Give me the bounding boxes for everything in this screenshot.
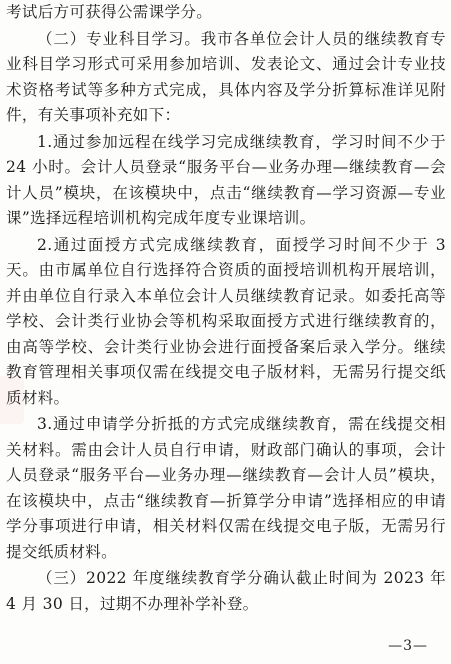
document-body (6, 0, 446, 617)
paragraph-continuation: 考试后方可获得公需课学分。 (6, 3, 213, 21)
paragraph-item-three: 3.通过申请学分折抵的方式完成继续教育，需在线提交相关材料。需由会计人员自行申请，财政部门确认的事项，会计人员登录“服务平台—业务办理—继续教育—会计人员”模块，在该模块中，点击“继续教育—折算学分申请”选择相应的申请学分事项进行申请，相关材料仅需在线提交电子版，无需另行提交纸质材料。 (6, 415, 446, 561)
paragraph-section-two: （二）专业科目学习。我市各单位会计人员的继续教育专业科目学习形式可采用参加培训、发表论文、通过会计专业技术资格考试等多种方式完成，具体内容及学分折算标准详见附件，有关事项补充如下： (6, 29, 446, 124)
paragraph-item-one: 1.通过参加远程在线学习完成继续教育，学习时间不少于 24 小时。会计人员登录“服务平台—业务办理—继续教育—会计人员”模块，在该模块中，点击“继续教育—学习资源—专业课”选择远程培训机构完成年度专业课培训。 (6, 132, 446, 227)
paragraph-item-two: 2.通过面授方式完成继续教育，面授学习时间不少于 3 天。由市属单位自行选择符合资质的面授培训机构开展培训，并由单位自行录入本单位会计人员继续教育记录。如委托高等学校、会计类行业协会等机构采取面授方式进行继续教育的，由高等学校、会计类行业协会进行面授备案后录入学分。继续教育管理相关事项仅需在线提交电子版材料，无需另行提交纸质材料。 (6, 235, 446, 407)
page-number: —3— (388, 638, 428, 654)
paragraph-section-three: （三）2022 年度继续教育学分确认截止时间为 2023 年 4 月 30 日，过期不办理补学补登。 (6, 569, 446, 613)
